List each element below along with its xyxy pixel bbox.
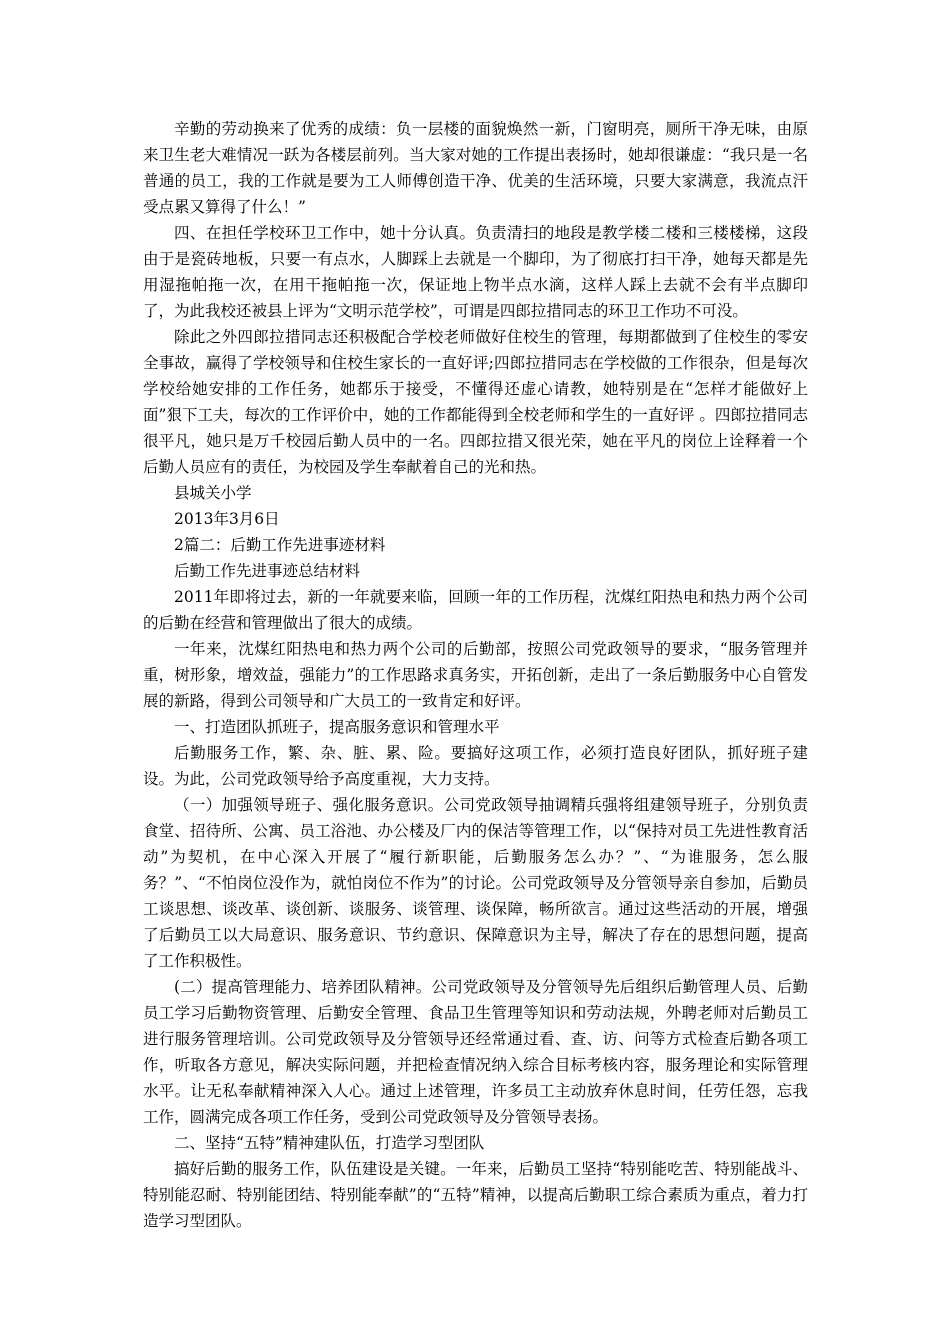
paragraph-stair-cleaning: 四、在担任学校环卫工作中，她十分认真。负责清扫的地段是教学楼二楼和三楼楼梯，这段由于是瓷砖地板，只要一有点水，人脚踩上去就是一个脚印，为了彻底打扫干净，她每天都是先用湿拖帕拖一次，在用干拖帕拖一次，保证地上物半点水滴，这样人踩上去就不会有半点脚印了，为此我校还被县上评为“文明示范学校”，可谓是四郎拉措同志的环卫工作功不可没。 xyxy=(143,224,808,320)
paragraph-team-construction: 搞好后勤的服务工作，队伍建设是关键。一年来，后勤员工坚持“特别能吃苦、特别能战斗、特别能忍耐、特别能团结、特别能奉献”的“五特”精神，以提高后勤职工综合素质为重点，着力打造学习型团队。 xyxy=(143,1160,808,1230)
article-title: 后勤工作先进事迹总结材料 xyxy=(174,562,361,580)
paragraph-cleaning-results: 辛勤的劳动换来了优秀的成绩：负一层楼的面貌焕然一新，门窗明亮，厕所干净无味，由原来卫生老大难情况一跃为各楼层前列。当大家对她的工作提出表扬时，她却很谦虚：“我只是一名普通的员工，我的工作就是要为工人师傅创造干净、优美的生活环境，只要大家满意，我流点汗受点累又算得了什么！” xyxy=(143,120,808,216)
heading-team-building: 一、打造团队抓班子，提高服务意识和管理水平 xyxy=(174,718,500,736)
signature-date: 2013年3月6日 xyxy=(174,510,280,528)
document-body xyxy=(143,116,808,1234)
paragraph-year-review: 2011年即将过去，新的一年就要来临，回顾一年的工作历程，沈煤红阳热电和热力两个公司的后勤在经营和管理做出了很大的成绩。 xyxy=(143,588,808,632)
signature-school: 县城关小学 xyxy=(174,484,252,502)
paragraph-dorm-management: 除此之外四郎拉措同志还积极配合学校老师做好住校生的管理，每期都做到了住校生的零安全事故，赢得了学校领导和住校生家长的一直好评;四郎拉措同志在学校做的工作很杂，但是每次学校给她安排的工作任务，她都乐于接受，不懂得还虚心请教，她特别是在“怎样才能做好上面”狠下工夫，每次的工作评价中，她的工作都能得到全校老师和学生的一直好评 。四郎拉措同志很平凡，她只是万千校园后勤人员中的一名。四郎拉措又很光荣，她在平凡的岗位上诠释着一个后勤人员应有的责任，为校园及学生奉献着自己的光和热。 xyxy=(143,328,808,476)
paragraph-year-overview: 一年来，沈煤红阳热电和热力两个公司的后勤部，按照公司党政领导的要求，“服务管理并重，树形象，增效益，强能力”的工作思路求真务实，开拓创新，走出了一条后勤服务中心自管发展的新路，得到公司领导和广大员工的一致肯定和好评。 xyxy=(143,640,808,710)
paragraph-leadership: （一）加强领导班子、强化服务意识。公司党政领导抽调精兵强将组建领导班子，分别负责食堂、招待所、公寓、员工浴池、办公楼及厂内的保洁等管理工作，以“保持对员工先进性教育活动”为契机，在中心深入开展了“履行新职能，后勤服务怎么办？”、“为谁服务，怎么服务？”、“不怕岗位没作为，就怕岗位不作为”的讨论。公司党政领导及分管领导亲自参加，后勤员工谈思想、谈改革、谈创新、谈服务、谈管理、谈保障，畅所欲言。通过这些活动的开展，增强了后勤员工以大局意识、服务意识、节约意识、保障意识为主导，解决了存在的思想问题，提高了工作积极性。 xyxy=(143,796,808,970)
paragraph-team-building: 后勤服务工作，繁、杂、脏、累、险。要搞好这项工作，必须打造良好团队，抓好班子建设。为此，公司党政领导给予高度重视，大力支持。 xyxy=(143,744,808,788)
section-heading-article-2: 2篇二：后勤工作先进事迹材料 xyxy=(174,536,386,554)
paragraph-management-ability: (二）提高管理能力、培养团队精神。公司党政领导及分管领导先后组织后勤管理人员、后勤员工学习后勤物资管理、后勤安全管理、食品卫生管理等知识和劳动法规，外聘老师对后勤员工进行服务管理培训。公司党政领导及分管领导还经常通过看、查、访、问等方式检查后勤各项工作，听取各方意见，解决实际问题，并把检查情况纳入综合目标考核内容，服务理论和实际管理水平。让无私奉献精神深入人心。通过上述管理，许多员工主动放弃休息时间，任劳任怨，忘我工作，圆满完成各项工作任务，受到公司党政领导及分管领导表扬。 xyxy=(143,978,808,1126)
heading-five-special: 二、坚持“五特”精神建队伍，打造学习型团队 xyxy=(174,1134,485,1152)
